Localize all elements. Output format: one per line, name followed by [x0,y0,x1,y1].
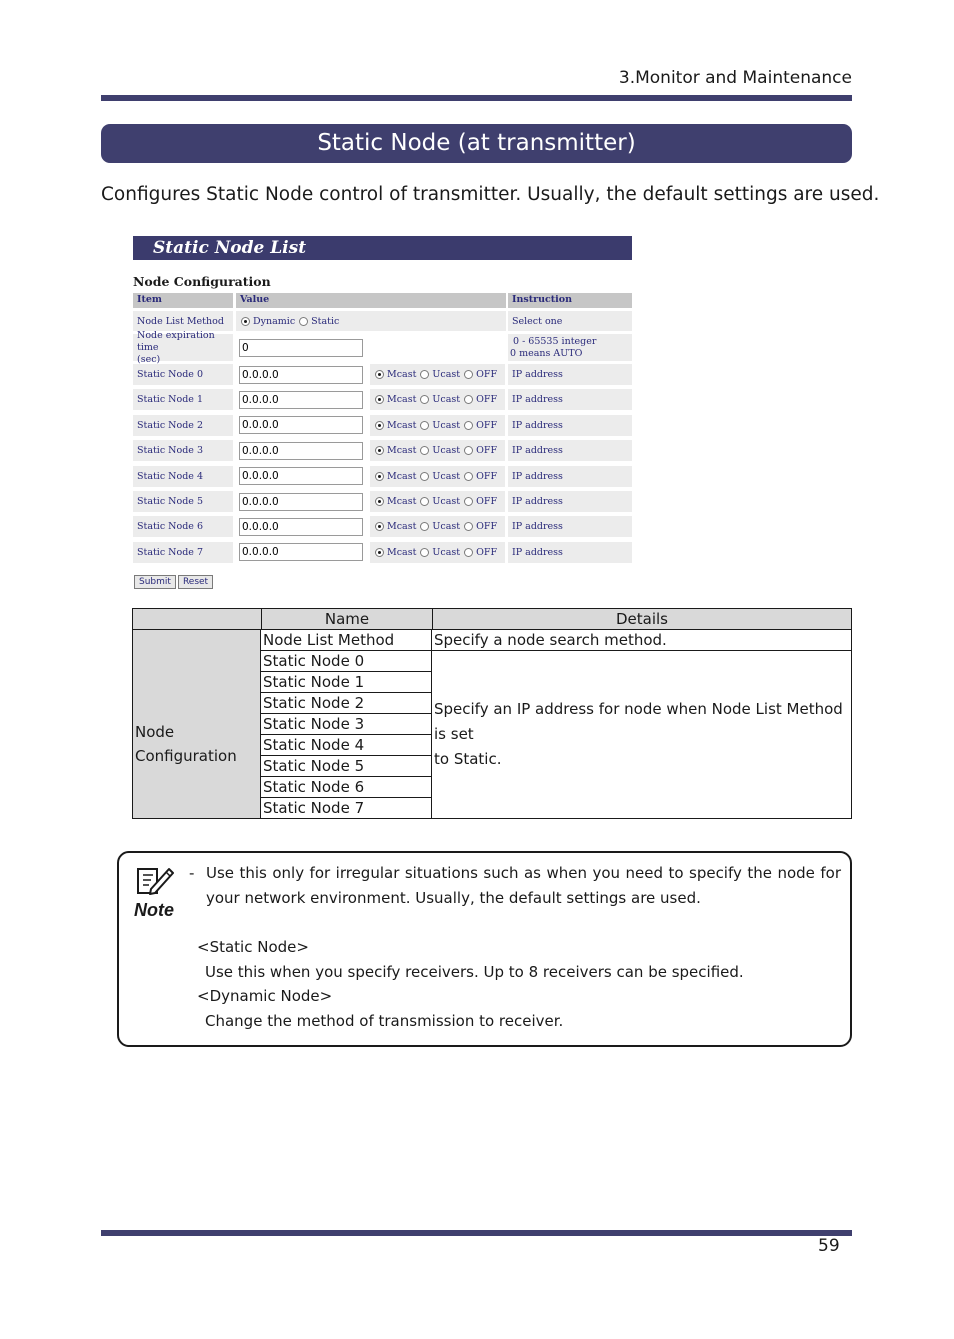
node-cast-options [370,516,505,537]
node-ip-cell [236,542,368,563]
dynamic-label: Dynamic [253,315,296,327]
cast-1-radio[interactable] [420,548,429,557]
group-cell [133,630,261,818]
settings-table [132,608,852,819]
expiration-instruction-line2: 0 means AUTO [510,347,583,359]
bottom-rule [101,1230,852,1236]
static-node-row [133,440,632,461]
note-bullet-text: Use this only for irregular situations such as when you need to specify the node for your network environment. Usually, the default settings are used. [206,864,841,907]
expiration-value-cell [236,334,506,361]
table-name-cell: Static Node 0 [261,651,432,672]
node-ip-cell [236,415,368,436]
note-label: Note [134,900,174,920]
table-name-cell: Static Node 3 [261,714,432,735]
cast-label: Mcast [387,521,417,533]
static-node-row [133,389,632,410]
node-instruction: IP address [508,364,632,385]
static-node-row [133,516,632,537]
table-name-cell: Static Node 7 [261,798,432,819]
cast-2-radio[interactable] [464,472,473,481]
detail-nodes [432,651,851,818]
node-ip-cell [236,516,368,537]
group-label-line2: Configuration [135,747,237,765]
cast-label: OFF [476,369,498,380]
node-label: Static Node 5 [133,491,233,512]
cast-label: Ucast [432,496,461,507]
method-options [236,311,506,331]
form-header-row [133,293,632,308]
chapter-heading: 3.Monitor and Maintenance [618,68,852,88]
expiration-label-line2: (sec) [137,353,161,365]
node-label: Static Node 4 [133,466,233,487]
static-node-row [133,542,632,563]
method-label: Node List Method [133,311,233,331]
node-cast-options [370,466,505,487]
cast-label: Mcast [387,470,417,482]
top-rule [101,95,852,101]
node-ip-input[interactable]: 0.0.0.0 [239,366,363,384]
dynamic-node-heading: <Dynamic Node> [197,987,333,1006]
table-name-cell: Static Node 5 [261,756,432,777]
node-ip-input[interactable]: 0.0.0.0 [239,493,363,511]
cast-label: Ucast [432,546,461,558]
cast-label: Mcast [387,394,417,406]
dynamic-node-text: Change the method of transmission to receiver. [205,1012,564,1031]
cast-label: OFF [476,470,498,482]
detail-nodes-line1: Specify an IP address for node when Node List Method is set [434,700,843,743]
expiration-instruction-line1: 0 - 65535 integer [513,335,597,347]
table-header [133,609,851,630]
cast-label: Ucast [432,419,461,431]
cast-0-radio[interactable] [375,421,384,430]
static-node-heading: <Static Node> [197,938,309,956]
cast-1-radio[interactable] [420,472,429,481]
dynamic-radio[interactable] [241,317,250,326]
header-value: Value [236,293,506,308]
static-node-row [133,466,632,487]
static-node-row [133,491,632,512]
cast-2-radio[interactable] [464,497,473,506]
expiration-instruction [508,334,632,361]
cast-label: Mcast [387,546,417,558]
node-instruction: IP address [508,466,632,487]
cast-0-radio[interactable] [375,472,384,481]
cast-1-radio[interactable] [420,446,429,455]
node-cast-options [370,440,505,461]
submit-button[interactable]: Submit [134,575,176,589]
cast-0-radio[interactable] [375,497,384,506]
cast-label: Mcast [387,419,417,431]
cast-label: OFF [476,419,498,431]
node-instruction: IP address [508,415,632,436]
cast-1-radio[interactable] [420,395,429,404]
screenshot-title-bar: Static Node List [133,236,632,260]
cast-2-radio[interactable] [464,446,473,455]
cast-label: OFF [476,394,498,406]
expiration-input[interactable]: 0 [239,339,363,357]
cast-0-radio[interactable] [375,370,384,379]
table-name-cell: Static Node 2 [261,693,432,714]
node-ip-input[interactable]: 0.0.0.0 [239,518,363,536]
cast-0-radio[interactable] [375,395,384,404]
node-ip-input[interactable]: 0.0.0.0 [239,543,363,561]
node-ip-input[interactable]: 0.0.0.0 [239,467,363,485]
node-instruction: IP address [508,516,632,537]
table-name-cell: Static Node 1 [261,672,432,693]
note-box [117,851,852,1047]
pencil-note-icon [135,863,175,899]
cast-label: Ucast [432,369,461,380]
static-node-text: Use this when you specify receivers. Up to 8 receivers can be specified. [205,962,744,981]
page-number: 59 [818,1236,840,1256]
form-buttons [134,569,215,589]
node-ip-input[interactable]: 0.0.0.0 [239,416,363,434]
section-title: Static Node (at transmitter) [101,124,852,163]
cast-1-radio[interactable] [420,522,429,531]
group-label [135,720,237,768]
method-instruction: Select one [508,311,632,331]
cast-label: Ucast [432,470,461,482]
node-config-form [133,293,632,568]
detail-nodes-line2: to Static. [434,750,502,768]
node-ip-cell [236,364,368,385]
node-label: Static Node 3 [133,440,233,461]
note-bullet [189,861,841,911]
static-radio[interactable] [299,317,308,326]
node-cast-options [370,415,505,436]
node-cast-options [370,491,505,512]
node-ip-cell [236,440,368,461]
cast-label: OFF [476,496,498,507]
cast-label: Mcast [387,445,417,457]
detail-method: Specify a node search method. [432,630,851,651]
node-ip-input[interactable]: 0.0.0.0 [239,442,363,460]
static-node-list-screenshot [133,236,632,291]
node-ip-cell [236,466,368,487]
static-node-row [133,364,632,385]
node-label: Static Node 6 [133,516,233,537]
cast-0-radio[interactable] [375,522,384,531]
cast-label: Mcast [387,496,417,507]
cast-label: Ucast [432,445,461,457]
cast-2-radio[interactable] [464,395,473,404]
cast-2-radio[interactable] [464,421,473,430]
table-name-cell: Static Node 6 [261,777,432,798]
cast-label: OFF [476,546,498,558]
node-label: Static Node 1 [133,389,233,410]
node-cast-options [370,389,505,410]
node-cast-options [370,542,505,563]
cast-1-radio[interactable] [420,421,429,430]
cast-0-radio[interactable] [375,548,384,557]
screenshot-subtitle: Node Configuration [133,274,271,289]
node-ip-input[interactable]: 0.0.0.0 [239,391,363,409]
node-ip-cell [236,491,368,512]
node-ip-cell [236,389,368,410]
node-label: Static Node 7 [133,542,233,563]
node-instruction: IP address [508,440,632,461]
note-bullet-dash: - [189,864,195,882]
header-item: Item [133,293,233,308]
node-cast-options [370,364,505,385]
node-instruction: IP address [508,389,632,410]
node-instruction: IP address [508,491,632,512]
note-details [197,935,744,1034]
intro-paragraph: Configures Static Node control of transmitter. Usually, the default settings are used. [101,184,880,205]
table-name-cell: Node List Method [261,630,432,651]
cast-0-radio[interactable] [375,446,384,455]
cast-1-radio[interactable] [420,370,429,379]
expiration-label [133,329,233,365]
cast-label: Ucast [432,521,461,533]
node-label: Static Node 0 [133,364,233,385]
header-name: Name [261,609,432,630]
expiration-label-line1: Node expiration time [137,329,215,353]
header-details: Details [432,609,851,630]
header-instruction: Instruction [508,293,632,308]
node-instruction: IP address [508,542,632,563]
cast-label: OFF [476,445,498,457]
method-row [133,311,632,331]
expiration-row [133,329,632,365]
cast-2-radio[interactable] [464,548,473,557]
static-node-row [133,415,632,436]
group-label-line1: Node [135,723,175,741]
reset-button[interactable]: Reset [178,575,213,589]
cast-1-radio[interactable] [420,497,429,506]
cast-label: Mcast [387,369,417,380]
table-name-cell: Static Node 4 [261,735,432,756]
cast-label: OFF [476,521,498,533]
static-label: Static [311,315,340,327]
cast-2-radio[interactable] [464,370,473,379]
cast-label: Ucast [432,394,461,406]
node-label: Static Node 2 [133,415,233,436]
cast-2-radio[interactable] [464,522,473,531]
